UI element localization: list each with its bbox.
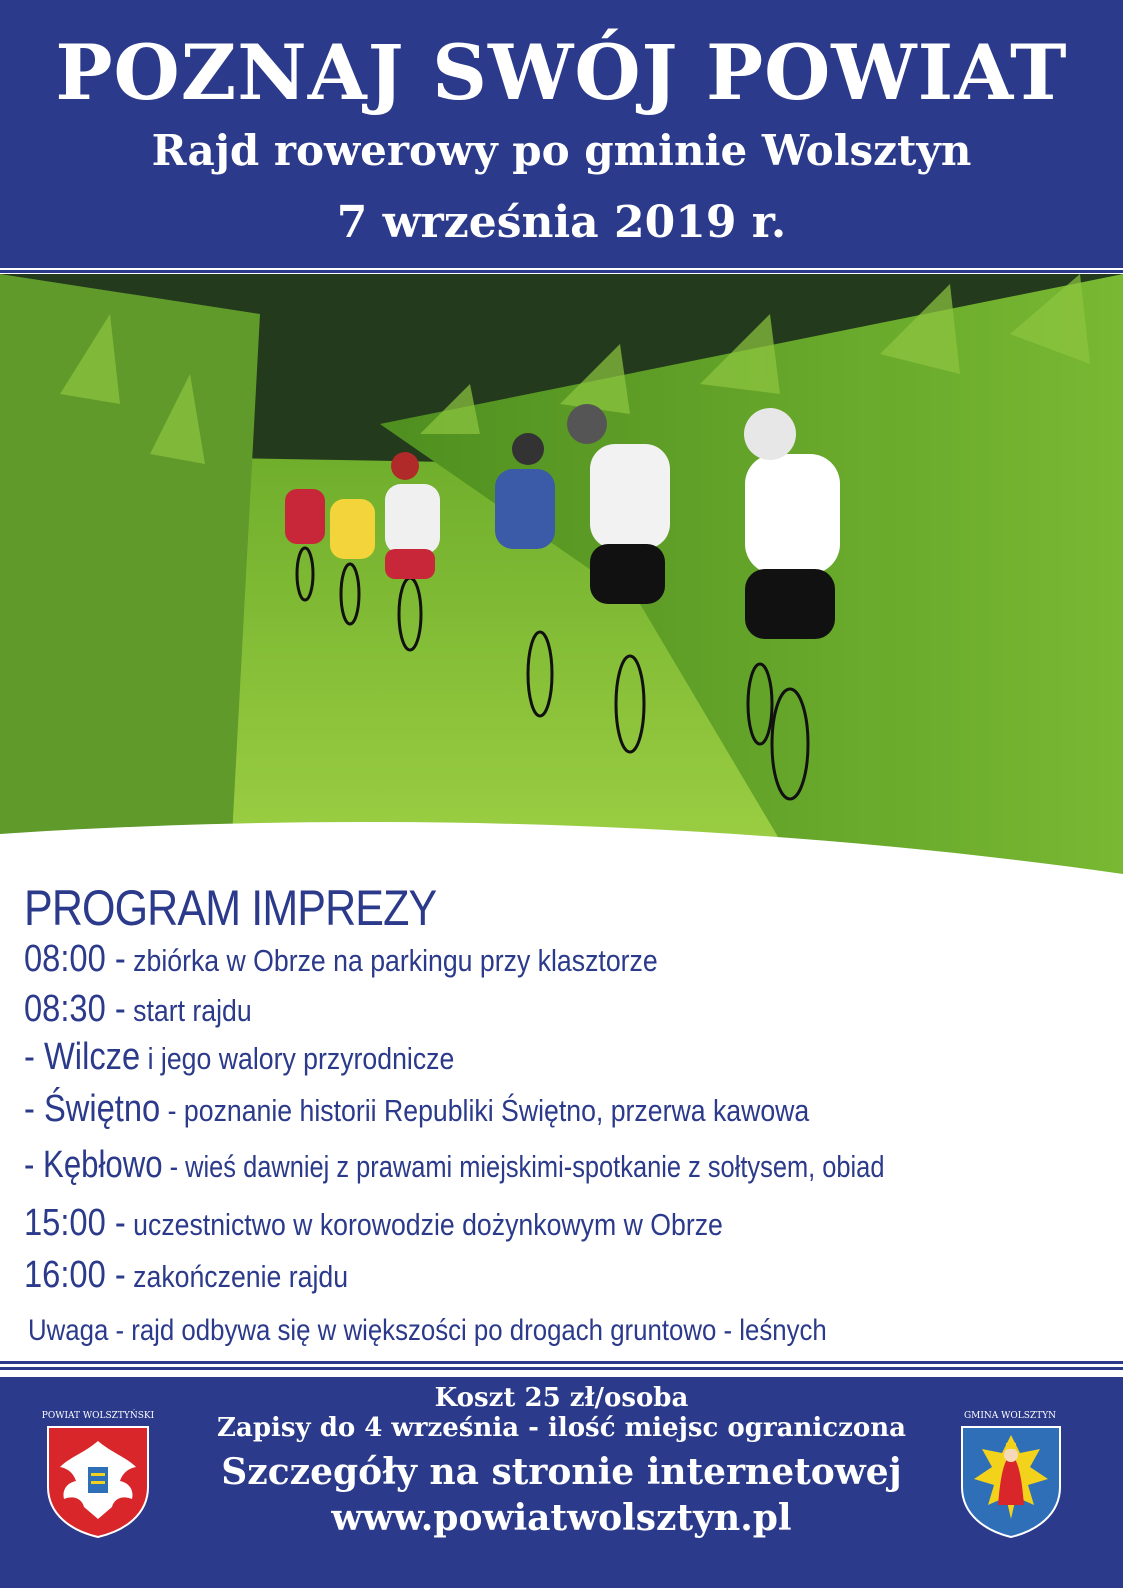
program-item-3	[24, 1036, 454, 1079]
details-line: Szczegóły na stronie internetowej	[221, 1451, 902, 1493]
header-divider	[0, 265, 1123, 268]
program-item-text: i jego walory przyrodnicze	[140, 1041, 455, 1076]
powiat-crest-icon	[44, 1423, 152, 1539]
program-item-time: 16:00 -	[24, 1254, 126, 1296]
program-item-time: 15:00 -	[24, 1202, 126, 1244]
signup-line: Zapisy do 4 września - ilość miejsc ograniczona	[217, 1413, 906, 1443]
program-heading: PROGRAM IMPREZY	[24, 880, 437, 936]
gmina-crest-icon	[958, 1423, 1064, 1539]
program-item-7	[24, 1254, 348, 1297]
program-item-text: - poznanie historii Republiki Świętno, przerwa kawowa	[160, 1093, 810, 1128]
program-item-place: - Kębłowo	[24, 1144, 163, 1186]
website-link[interactable]: www.powiatwolsztyn.pl	[331, 1497, 792, 1539]
poster-title: POZNAJ SWÓJ POWIAT	[55, 28, 1068, 117]
program-item-text: - wieś dawniej z prawami miejskimi-spotkanie z sołtysem, obiad	[162, 1149, 885, 1184]
program-item-text: start rajdu	[125, 993, 252, 1028]
program-item-4	[24, 1088, 809, 1131]
poster-subtitle: Rajd rowerowy po gminie Wolsztyn	[151, 126, 972, 175]
event-date: 7 września 2019 r.	[336, 197, 787, 248]
program-item-6	[24, 1202, 723, 1245]
footer-divider	[0, 1361, 1123, 1364]
program-item-text: zakończenie rajdu	[125, 1259, 349, 1294]
program-item-time: 08:30 -	[24, 988, 126, 1030]
cost-line: Koszt 25 zł/osoba	[434, 1383, 689, 1413]
program-item-text: uczestnictwo w korowodzie dożynkowym w Obrze	[125, 1207, 723, 1242]
header-divider-2	[0, 270, 1123, 273]
program-item-2	[24, 988, 252, 1031]
program-item-text: zbiórka w Obrze na parkingu przy klasztorze	[125, 943, 658, 978]
program-item-time: 08:00 -	[24, 938, 126, 980]
left-crest-caption: POWIAT WOLSZTYŃSKI	[41, 1411, 155, 1421]
route-note: Uwaga - rajd odbywa się w większości po drogach gruntowo - leśnych	[28, 1314, 827, 1347]
right-crest-caption: GMINA WOLSZTYN	[963, 1411, 1057, 1421]
program-item-place: - Wilcze	[24, 1036, 141, 1078]
cyclists-photo	[0, 274, 1123, 874]
header-banner	[0, 0, 1123, 265]
footer-divider-2	[0, 1367, 1123, 1370]
footer-banner	[0, 1377, 1123, 1588]
program-item-place: - Świętno	[24, 1088, 161, 1130]
program-item-1	[24, 938, 658, 981]
program-item-5	[24, 1144, 884, 1187]
